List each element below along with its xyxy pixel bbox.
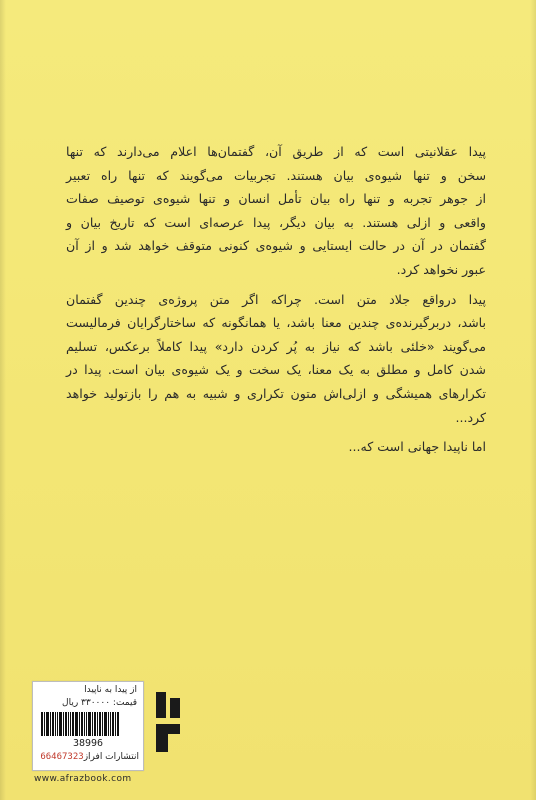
sticker-title: از پیدا به ناپیدا (84, 685, 137, 695)
sticker-price: قیمت: ۳۳۰۰۰۰ ریال (62, 698, 137, 708)
blurb-line: گفتمان در آن در حالت ایستایی و شیوه‌ی کنونی متوقف خواهد شد و از آن (66, 238, 486, 254)
blurb-line: کرد... (455, 409, 486, 425)
blurb-line: می‌گویند «خلئی باشد که نیاز به پُر کردن دارد» پیدا کاملاً برعکس، تسلیم (66, 338, 486, 354)
blurb-line: پیدا درواقع جلاد متن است. چراکه اگر متن پروژه‌ی چندین گفتمان (66, 291, 486, 307)
price-sticker (32, 681, 144, 771)
blurb-line: عبور نخواهد کرد. (396, 261, 486, 277)
blurb-line: پیدا عقلانیتی است که از طریق آن، گفتمان‌ها اعلام می‌دارند که تنها (66, 144, 486, 159)
publisher-phone: 66467323 (40, 752, 84, 762)
blurb-line: تکرارهای همیشگی و ازلی‌اش متون تکراری و شبیه به هم را بازتولید خواهد (66, 385, 486, 401)
barcode-icon (41, 712, 135, 736)
blurb-line: شدن کامل و مطلق به یک معنا، یک سخت و یک شیوه‌ی بیان است. پیدا در (66, 362, 486, 378)
publisher-contact (38, 752, 139, 762)
blurb-text (66, 140, 486, 459)
barcode-number: 38996 (72, 738, 104, 749)
publisher-website[interactable]: www.afrazbook.com (34, 774, 132, 784)
blurb-line: واقعی و ازلی هستند. به بیان دیگر، پیدا عرصه‌ای است که تاریخ بیان و (66, 214, 486, 230)
blurb-line: باشد، دربرگیرنده‌ی چندین معنا باشد، یا همانگونه که ساختارگرایان فرمالیست (66, 315, 486, 331)
blurb-line: سخن و تنها شیوه‌ی بیان هستند. تجربیات می‌گویند که تنها راه تعبیر (66, 167, 486, 183)
publisher-label: انتشارات افراز (83, 752, 139, 762)
blurb-line: اما ناپیدا جهانی است که... (348, 439, 486, 455)
afraz-logo-icon (152, 686, 188, 758)
blurb-line: از جوهر تجربه و تنها راه بیان تأمل انسان و تنها شیوه‌ی توصیف صفات (66, 191, 486, 207)
